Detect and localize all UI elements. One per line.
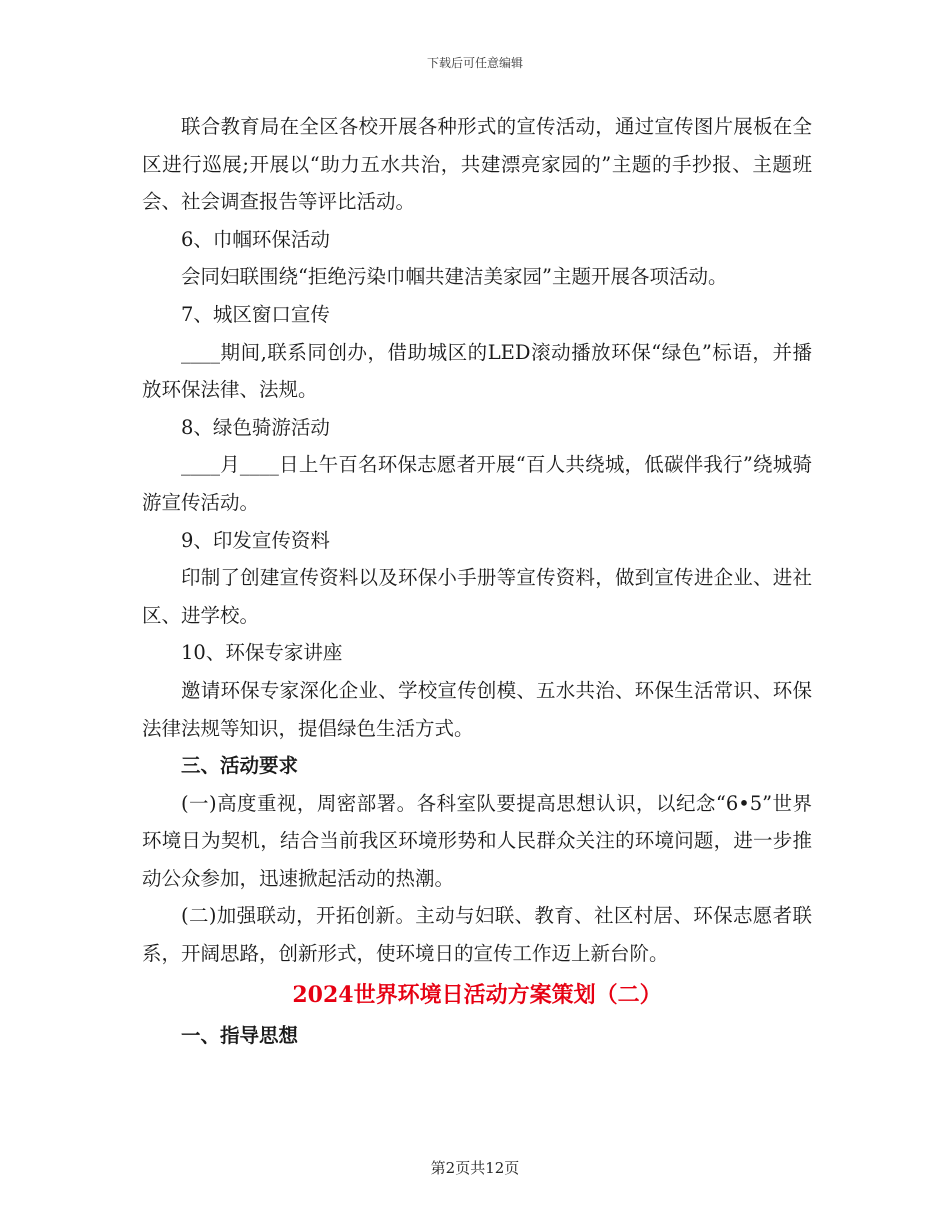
header-note: 下载后可任意编辑 — [426, 56, 523, 70]
heading-expert-lecture: 10、环保专家讲座 — [181, 641, 343, 665]
heading-city-window: 7、城区窗口宣传 — [181, 302, 330, 326]
page-number: 第2页共12页 — [430, 1159, 520, 1177]
paragraph-expert-lecture: 邀请环保专家深化企业、学校宣传创模、五水共治、环保生活常识、环保法律法规等知识，提倡绿色生活方式。 — [142, 678, 812, 740]
document-title-part2: 2024世界环境日活动方案策划（二） — [292, 981, 662, 1008]
requirement-2: (二)加强联动，开拓创新。主动与妇联、教育、社区村居、环保志愿者联系，开阔思路，创新形式，使环境日的宣传工作迈上新台阶。 — [142, 904, 812, 966]
paragraph-education: 联合教育局在全区各校开展各种形式的宣传活动，通过宣传图片展板在全区进行巡展;开展以“助力五水共治，共建漂亮家园的”主题的手抄报、主题班会、社会调查报告等评比活动。 — [142, 115, 812, 214]
heading-women-activity: 6、巾帼环保活动 — [181, 227, 330, 251]
heading-green-cycling: 8、绿色骑游活动 — [181, 415, 330, 439]
paragraph-women-activity: 会同妇联围绕“拒绝污染巾帼共建洁美家园”主题开展各项活动。 — [181, 265, 728, 289]
section-requirements-heading: 三、活动要求 — [181, 754, 299, 778]
paragraph-green-cycling: ____月____日上午百名环保志愿者开展“百人共绕城，低碳伴我行”绕城骑游宣传活动。 — [142, 453, 812, 514]
document-body — [142, 108, 812, 1054]
heading-print-materials: 9、印发宣传资料 — [181, 528, 330, 552]
paragraph-print-materials: 印制了创建宣传资料以及环保小手册等宣传资料，做到宣传进企业、进社区、进学校。 — [142, 566, 812, 627]
section-guiding-heading: 一、指导思想 — [181, 1023, 299, 1047]
requirement-1: (一)高度重视，周密部署。各科室队要提高思想认识，以纪念“6•5”世界环境日为契机，结合当前我区环境形势和人民群众关注的环境问题，进一步推动公众参加，迅速掀起活动的热潮。 — [142, 791, 812, 890]
paragraph-city-window: ____期间,联系同创办，借助城区的LED滚动播放环保“绿色”标语，并播放环保法律、法规。 — [142, 340, 812, 402]
